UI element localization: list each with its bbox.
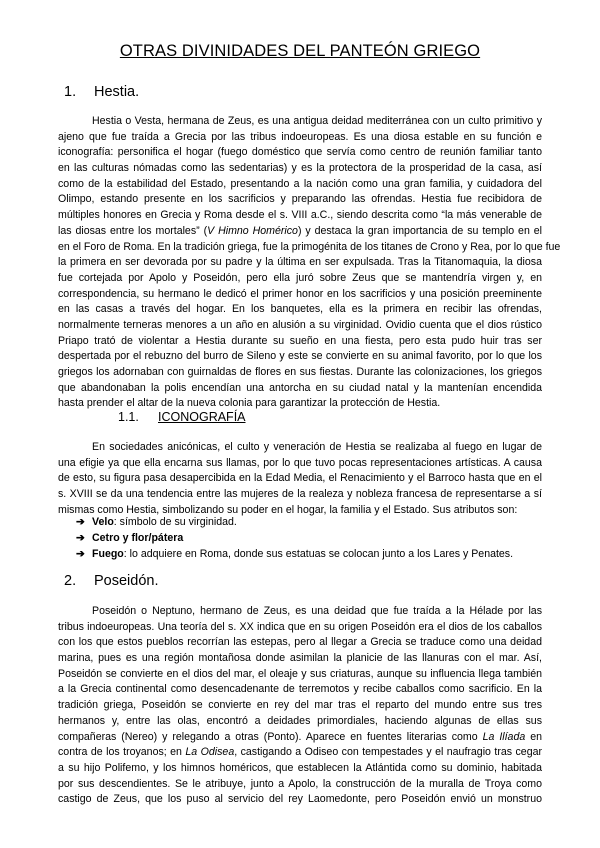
- text-line: Hestia o Vesta, hermana de Zeus, es una antigua deidad mediterránea con un culto primitivo y: [92, 115, 542, 127]
- text-run: compañeras (Nereo) y relegando a otras (Ponto). Aparece en fuentes literarias como: [58, 730, 483, 743]
- section-title: Hestia.: [94, 84, 140, 100]
- text-line: hasta prender el altar de la nueva colonia para garantizar la protección de Hestia.: [58, 397, 441, 410]
- section-number: 1.: [64, 84, 77, 100]
- text-run: en: [525, 730, 542, 743]
- text-line: múltiples honores en Grecia y Roma desde el s. VIII a.C., siendo descrita como “la más venerable de: [58, 209, 542, 222]
- text-line: marina, pues es una región montañosa donde asimilan la planicie de las llanuras con el mar. Así,: [58, 652, 542, 665]
- arrow-icon: ➔: [76, 548, 85, 560]
- text-line: iconografía: personifica el hogar (fuego doméstico que servía como centro de reunión familiar tanto: [58, 146, 542, 159]
- text-line: castigo de Zeus, que los puso al servicio del rey Laomedonte, pero Poseidón envió un monstruo: [58, 793, 542, 806]
- list-item: [76, 530, 513, 546]
- hestia-paragraph: [58, 114, 561, 412]
- subsection-number: 1.1.: [118, 410, 139, 424]
- text-line: en el Foro de Roma. En la tradición griega, fue la primogénita de los titanes de Crono y Rea, por lo que fue: [58, 240, 561, 253]
- attribute-term: Cetro y flor/pátera: [92, 532, 184, 544]
- text-run: ) y destaca la gran importancia de su templo en el: [297, 224, 542, 237]
- text-line: con los que estos pueblos recorrían las estepas, pero al llegar a Grecia se traduce como una deidad: [58, 636, 542, 649]
- arrow-icon: ➔: [76, 532, 85, 544]
- attribute-desc: : lo adquiere en Roma, donde sus estatuas se colocan junto a los Lares y Penates.: [123, 548, 514, 560]
- page-title: OTRAS DIVINIDADES DEL PANTEÓN GRIEGO: [119, 42, 481, 60]
- text-line: Poseidón o Neptuno, hermano de Zeus, es una deidad que fue traída a la Hélade por las: [92, 605, 542, 617]
- text-line: ajeno que fue traída a Grecia por las tribus indoeuropeas. Es una diosa estable en su función e: [58, 130, 542, 143]
- iconografia-paragraph: [58, 440, 542, 518]
- attribute-term: Velo: [92, 516, 114, 528]
- text-run: contra de los troyanos; en: [58, 746, 186, 759]
- text-line: a la Grecia continental como desencadenante de terremotos y recibe caballos como sacrificio. En la: [58, 683, 542, 696]
- attribute-term: Fuego: [92, 548, 124, 560]
- italic-title: La Odisea: [185, 746, 235, 759]
- text-line: tribus indoeuropeas. Una teoría del s. XX indica que en su origen Poseidón era el dios de los caballos: [58, 620, 542, 633]
- list-item: [76, 514, 513, 530]
- text-line: griegos los adornaban con guirnaldas de flores en sus fiestas. Durante las colonizaciones, los griegos: [58, 366, 542, 378]
- arrow-icon: ➔: [76, 516, 85, 528]
- text-line: de esto, su figura pasa desapercibida en la Edad Media, el Renacimiento y el Barroco hasta que en el: [58, 472, 542, 485]
- text-line: s. XVIII se da una tendencia entre las mujeres de la realeza y nobleza francesa de representarse a sí: [58, 488, 542, 501]
- text-line: fue cortejada por Apolo y Poseidón, pero ella juró sobre Zeus que se mantendría virgen y, en: [58, 271, 542, 284]
- text-line: mismas como Hestia, simbolizando su poder en el hogar, la familia y el Estado. Sus atributos son:: [58, 503, 518, 516]
- text-line: a su hijo Polifemo, y los himnos homéricos, que establecen la Atlántida como su dominio, habitada: [58, 761, 542, 774]
- italic-title: La Ilíada: [482, 730, 526, 743]
- text-line: que abandonaban la polis encendían una antorcha en su ciudad natal y la mantenían encendida: [58, 381, 542, 394]
- text-line: Poseidón se convierte en el dios del mar, el oleaje y sus criaturas, aunque su influencia llega también: [58, 667, 542, 680]
- text-line: normalmente terneras menores a un año en alusión a su virginidad. Ovidio cuenta que el dios rústico: [58, 318, 542, 331]
- section-heading-poseidon: [64, 573, 159, 589]
- italic-title: V Himno Homérico: [207, 224, 298, 237]
- attribute-desc: : símbolo de su virginidad.: [113, 516, 237, 528]
- section-number: 2.: [64, 573, 77, 589]
- text-line-mixed: [58, 224, 542, 240]
- text-line-mixed: [58, 730, 542, 746]
- section-title: Poseidón.: [94, 573, 159, 589]
- text-line: Olimpo, estando presente en los sacrificios y preparando las ofrendas. Hestia fue recibidora de: [58, 193, 542, 206]
- text-line: correspondencia, su hermano le dedicó el primer honor en los sacrificios y una posición preeminente: [58, 287, 542, 300]
- text-line: como de la estabilidad del Estado, presentando a la nación como una gran familia, y cuidadora del: [58, 177, 542, 190]
- subsection-heading-iconografia: [118, 410, 246, 424]
- subsection-title: ICONOGRAFÍA: [158, 410, 246, 424]
- text-line: la primera en ser devorada por su padre y la última en ser expulsada. Tras la Titanomaquia, la diosa: [58, 256, 542, 269]
- text-line: una efigie ya que ella encarna sus llamas, por lo que tuvo pocas representaciones artísticas. A causa: [58, 456, 542, 469]
- text-line: despertada por el rebuzno del burro de Sileno y este se convierte en su animal favorito, por lo que los: [58, 350, 542, 363]
- text-line: En sociedades anicónicas, el culto y veneración de Hestia se realizaba al fuego en lugar de: [92, 441, 542, 453]
- text-run: las diosas entre los mortales” (: [58, 224, 208, 237]
- text-run: , castigando a Odiseo con tempestades y el naufragio tras cegar: [234, 746, 543, 759]
- text-line: Priapo trató de violentar a Hestia durante su sueño en una fiesta, pero esta pudo huir tras ser: [58, 334, 542, 347]
- text-line-mixed: [58, 745, 542, 761]
- poseidon-paragraph: [58, 604, 542, 808]
- text-line: en las culturas nómadas como las sedentarias) y es la protectora de la prosperidad de la casa, así: [58, 162, 542, 175]
- list-item: [76, 546, 513, 562]
- text-line: por sus descendientes. Se le atribuye, junto a Apolo, la construcción de la muralla de Troya como: [58, 777, 542, 790]
- attributes-list: [76, 514, 513, 562]
- text-line: hermanos y, entre las olas, encontró a deidades primordiales, haciendo algunas de ellas sus: [58, 714, 542, 727]
- text-line: tradición griega, Poseidón se convierte en rey del mar tras el reparto del mundo entre sus tres: [58, 699, 542, 712]
- text-line: en las casas a través del hogar. En los banquetes, ella es la primera en recibir las ofrendas,: [58, 303, 542, 316]
- section-heading-hestia: [64, 84, 139, 100]
